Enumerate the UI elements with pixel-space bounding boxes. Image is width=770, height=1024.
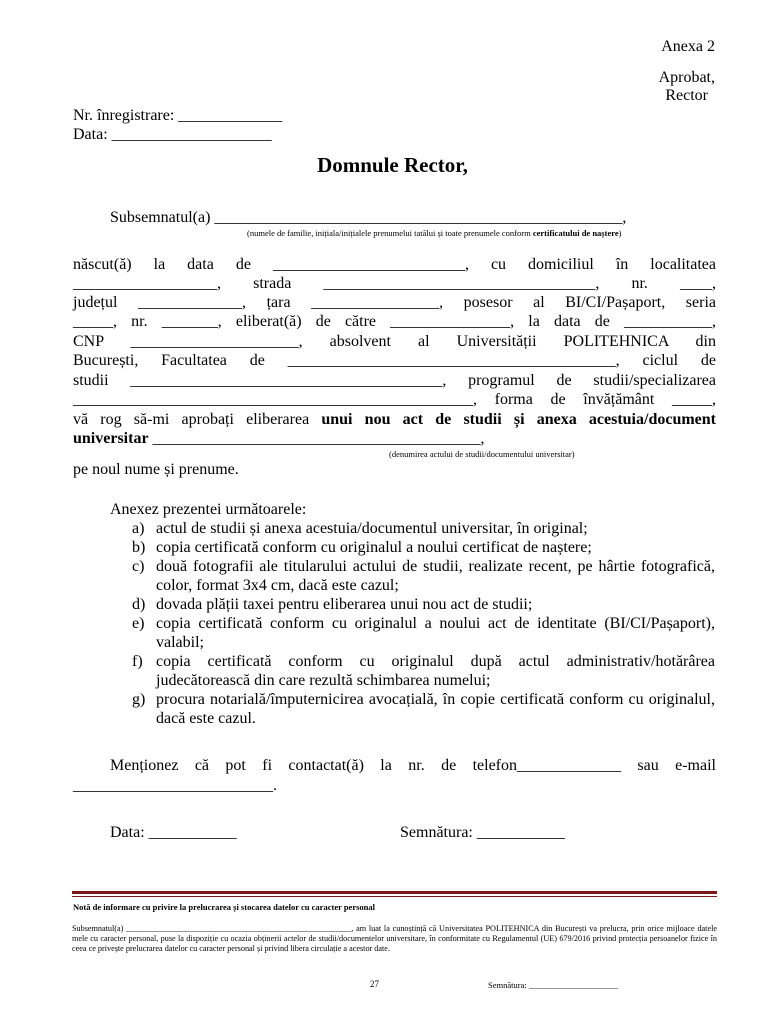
registration-date: Data: ____________________ bbox=[73, 126, 272, 143]
footer-signature: Semnătura: _____________________ bbox=[488, 980, 619, 990]
contact-line-1: Menționez că pot fi contactat(ă) la nr. de telefon_____________ sau e-mail bbox=[110, 757, 716, 774]
page-title: Domnule Rector, bbox=[317, 153, 468, 177]
item-text: actul de studii și anexa acestuia/documentul universitar, în original; bbox=[156, 520, 588, 537]
list-item bbox=[110, 538, 715, 557]
registration-number: Nr. înregistrare: _____________ bbox=[73, 107, 283, 124]
annex-label: Anexa 2 bbox=[661, 38, 715, 55]
request-line-3: pe noul nume și prenume. bbox=[73, 461, 239, 478]
contact-line-2: _________________________. bbox=[73, 777, 277, 794]
request-bold: unui nou act de studii și anexa acestuia/document bbox=[321, 411, 716, 428]
request-blank: _________________________________________, bbox=[148, 430, 485, 447]
approved-label: Aprobat, bbox=[658, 69, 715, 86]
body-line-2: __________________, strada __________________________________, nr. ____, bbox=[73, 275, 716, 292]
item-text: procura notarială/împuternicirea avocațială, în copie certificată conform cu originalul, dacă este cazul. bbox=[156, 691, 715, 727]
item-text: dovada plății taxei pentru eliberarea unui nou act de studii; bbox=[156, 596, 533, 613]
list-item bbox=[110, 614, 715, 652]
item-letter: a) bbox=[132, 520, 145, 537]
item-text: copia certificată conform cu originalul a noului certificat de naștere; bbox=[156, 539, 592, 556]
footer-title: Notă de informare cu privire la prelucrarea și stocarea datelor cu caracter personal bbox=[73, 902, 375, 912]
document-hint: (denumirea actului de studii/documentului universitar) bbox=[389, 449, 575, 459]
list-item bbox=[110, 652, 715, 690]
list-item bbox=[110, 557, 715, 595]
signature-date: Data: ___________ bbox=[110, 824, 237, 841]
body-line-7: studii _______________________________________, programul de studii/specializarea bbox=[73, 372, 716, 389]
body-line-5: CNP _____________________, absolvent al Universității POLITEHNICA din bbox=[73, 333, 716, 350]
item-letter: d) bbox=[132, 596, 146, 613]
item-letter: g) bbox=[132, 691, 146, 708]
request-prefix: vă rog să-mi aprobați eliberarea bbox=[73, 411, 322, 428]
undersigned-line: Subsemnatul(a) ___________________________________________________, bbox=[110, 209, 627, 226]
rector-label: Rector bbox=[665, 87, 708, 104]
footer-rule-thin bbox=[72, 896, 717, 897]
footer-text: Subsemnatul(a) _______________________________________________________, am luat la cunoștință că Universitatea POLITEHNICA din București va prelucra, prin orice mijloace datele mele cu caracter personal, puse la dispoziție cu ocazia obținerii actelor de studii/documentelor universitare, în conformitate cu Regulamentul (UE) 679/2016 privind protecția persoanelor fizice în ceea ce privește prelucrarea datelor cu caracter personal și privind libera circulație a acestor date. bbox=[72, 924, 717, 954]
item-text: două fotografii ale titularului actului de studii, realizate recent, pe hârtie fotografică, color, format 3x4 cm, dacă este cazul; bbox=[156, 558, 715, 594]
body-line-3: județul _____________, țara ________________, posesor al BI/CI/Pașaport, seria bbox=[73, 294, 716, 311]
body-line-4: _____, nr. _______, eliberat(ă) de către _______________, la data de ___________, bbox=[73, 313, 716, 330]
list-item bbox=[110, 595, 715, 614]
attachments-list bbox=[110, 519, 715, 728]
request-line-2 bbox=[73, 429, 485, 448]
item-text: copia certificată conform cu originalul după actul administrativ/hotărârea judecătorească din care rezultă schimbarea numelui; bbox=[156, 653, 715, 689]
name-hint-bold: certificatului de naștere bbox=[532, 228, 619, 238]
body-line-6: București, Facultatea de _________________________________________, ciclul de bbox=[73, 352, 716, 369]
request-line-1 bbox=[73, 410, 716, 429]
name-hint-suffix: ) bbox=[618, 228, 622, 238]
item-letter: b) bbox=[132, 539, 146, 556]
list-item bbox=[110, 519, 715, 538]
signature-field: Semnătura: ___________ bbox=[400, 824, 565, 841]
list-item bbox=[110, 690, 715, 728]
page-number: 27 bbox=[370, 979, 379, 989]
request-bold-2: universitar bbox=[73, 430, 149, 447]
footer-rule-thick bbox=[72, 891, 717, 894]
body-line-8: __________________________________________________, forma de învățământ _____, bbox=[73, 391, 716, 408]
attachments-heading: Anexez prezentei următoarele: bbox=[110, 501, 307, 518]
item-letter: f) bbox=[132, 653, 143, 670]
item-text: copia certificată conform cu originalul a noului act de identitate (BI/CI/Pașaport), valabil; bbox=[156, 615, 715, 651]
item-letter: e) bbox=[132, 615, 145, 632]
name-hint bbox=[247, 228, 621, 238]
name-hint-text: (numele de familie, inițiala/inițialele prenumelui tatălui și toate prenumele conform bbox=[247, 228, 533, 238]
body-line-1: născut(ă) la data de ________________________, cu domiciliul în localitatea bbox=[73, 256, 716, 273]
item-letter: c) bbox=[132, 558, 145, 575]
